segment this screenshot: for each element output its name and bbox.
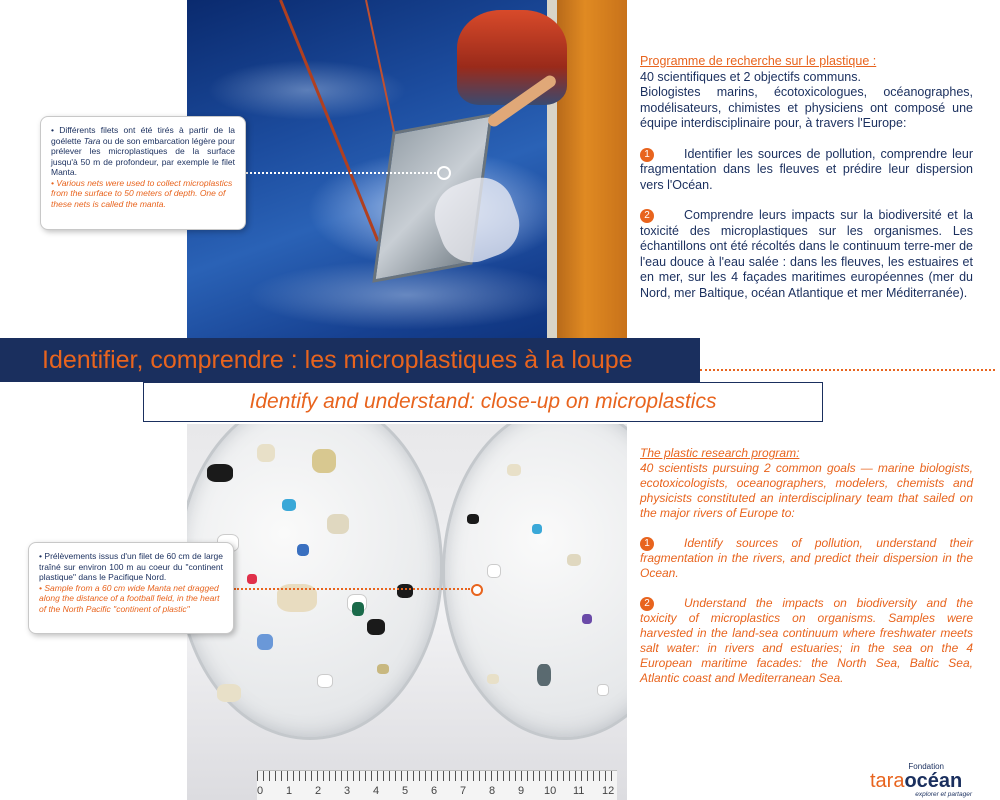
net-pointer-line [246, 172, 436, 174]
number-badge-icon: 2 [640, 597, 654, 611]
number-badge-icon: 1 [640, 148, 654, 162]
boat-hull [557, 0, 627, 338]
plastic-fragment [467, 514, 479, 524]
french-intro: Biologistes marins, écotoxicologues, océanographes, modélisateurs, chimistes et physiciens ont composé une équipe interdisciplinaire pour, à travers l'Europe: [640, 85, 973, 130]
number-badge-icon: 2 [640, 209, 654, 223]
plastic-fragment [582, 614, 592, 624]
plastic-fragment [532, 524, 542, 534]
ruler-number: 12 [602, 785, 615, 797]
page-subtitle: Identify and understand: close-up on microplastics [249, 390, 717, 413]
french-point-1: 1 Identifier les sources de pollution, comprendre leur fragmentation dans les fleuves et prédire leur dispersion vers l'Océan. [640, 146, 973, 192]
plastic-fragment [377, 664, 389, 674]
logo-brand: taraocéan [870, 770, 963, 792]
plastic-fragment [217, 684, 241, 702]
scientist-figure [457, 10, 567, 105]
french-text-column [640, 54, 973, 301]
plastic-fragment [537, 664, 551, 686]
sample-marker-circle [471, 584, 483, 596]
ruler-number: 3 [344, 785, 351, 797]
plastic-fragment [327, 514, 349, 534]
measurement-ruler [257, 770, 617, 800]
logo-tagline: explorer et partager [915, 791, 972, 798]
ruler-number: 10 [544, 785, 557, 797]
plastic-fragment [247, 574, 257, 584]
ruler-number: 8 [489, 785, 496, 797]
title-banner [0, 338, 700, 382]
ruler-ticks [257, 771, 617, 781]
plastic-fragment [257, 444, 275, 462]
english-point-1: 1 Identify sources of pollution, understand their fragmentation in the rivers, and predict their dispersion in the Ocean. [640, 536, 973, 580]
ruler-number: 7 [460, 785, 467, 797]
banner-dotted-line [700, 369, 995, 371]
ocean-net-photo [187, 0, 627, 338]
logo-fondation: Fondation [908, 762, 944, 771]
page-title: Identifier, comprendre : les microplastiques à la loupe [42, 345, 633, 374]
subtitle-box [143, 382, 823, 422]
plastic-fragment [507, 464, 521, 476]
plastic-fragment [352, 602, 364, 616]
plastic-fragment [207, 464, 233, 482]
net-caption-english: • Various nets were used to collect microplastics from the surface to 50 meters of depth. One of these nets is called the manta. [51, 177, 233, 209]
ruler-number: 11 [573, 785, 585, 797]
french-heading: Programme de recherche sur le plastique : [640, 54, 877, 68]
sample-pointer-line [234, 588, 470, 590]
french-line-1: 40 scientifiques et 2 objectifs communs. [640, 69, 861, 84]
ruler-number: 6 [431, 785, 438, 797]
plastic-fragment [487, 564, 501, 578]
plastic-fragment [487, 674, 499, 684]
plastic-fragment [257, 634, 273, 650]
plastic-fragment [367, 619, 385, 635]
plastic-fragment [597, 684, 609, 696]
ruler-number: 9 [518, 785, 525, 797]
sample-caption-english: • Sample from a 60 cm wide Manta net dragged along the distance of a football field, in the heart of the North Pacific "continent of plastic" [39, 582, 220, 614]
plastic-fragment [397, 584, 413, 598]
english-intro: 40 scientists pursuing 2 common goals — marine biologists, ecotoxicologists, oceanographers, modelers, chemists and physicists constituted an interdisciplinary team that sailed on the major rivers of Europe to: [640, 461, 973, 520]
ruler-number: 2 [315, 785, 322, 797]
plastic-fragment [567, 554, 581, 566]
net-marker-circle [437, 166, 451, 180]
english-text-column [640, 446, 973, 686]
plastic-fragment [297, 544, 309, 556]
ruler-number: 0 [257, 785, 264, 797]
ruler-number: 5 [402, 785, 409, 797]
net-caption-french: • Différents filets ont été tirés à partir de la goélette Tara ou de son embarcation légère pour prélever les microplastiques de la surface jusqu'à 50 m de profondeur, par exemple le filet Manta. [51, 125, 235, 177]
sample-caption-french: • Prélèvements issus d'un filet de 60 cm de large traîné sur environ 100 m au coeur du "continent plastique" dans le Pacifique Nord. [39, 551, 223, 582]
plastic-fragment [312, 449, 336, 473]
microplastic-samples-photo [187, 424, 627, 800]
ruler-number: 4 [373, 785, 380, 797]
tara-ocean-logo [866, 760, 976, 800]
plastic-fragment [317, 674, 333, 688]
ruler-number: 1 [286, 785, 293, 797]
net-caption-box [40, 116, 246, 230]
english-point-2: 2 Understand the impacts on biodiversity and the toxicity of microplastics on organisms. Samples were harvested in the land-sea continuum where freshwater meets salt water: in rivers and estuaries; in the sea on the 4 European maritime facades: the North Sea, Baltic Sea, Atlantic coast and Mediterranean Sea. [640, 596, 973, 685]
sample-caption-box [28, 542, 234, 634]
english-heading: The plastic research program: [640, 446, 800, 460]
plastic-fragment [282, 499, 296, 511]
french-point-2: 2 Comprendre leurs impacts sur la biodiversité et la toxicité des microplastiques sur les organismes. Les échantillons ont été récoltés dans le continuum terre-mer de l'eau douce à l'eau salée : dans les fleuves, les estuaires et en mer, sur les 4 façades maritimes européennes (mer du Nord, mer Baltique, océan Atlantique et mer Méditerranée). [640, 208, 973, 300]
number-badge-icon: 1 [640, 537, 654, 551]
